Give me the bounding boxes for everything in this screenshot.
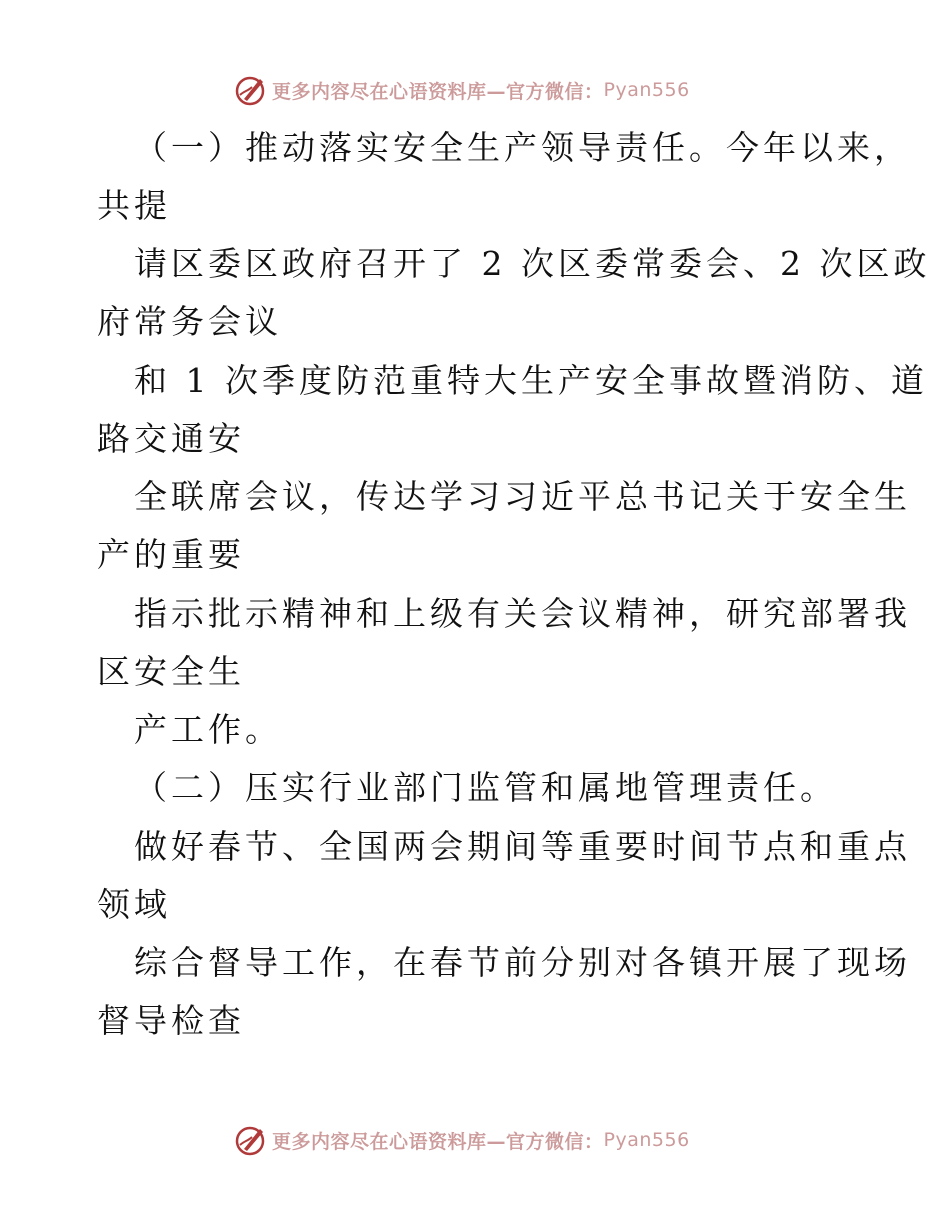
text-line: 区安全生 [97,652,245,691]
watermark-text: 更多内容尽在心语资料库—官方微信： [272,80,604,103]
watermark-id: Pyan556 [603,1129,690,1151]
text-line: 做好春节、全国两会期间等重要时间节点和重点 [134,827,911,866]
text-line: 请区委区政府召开了 2 次区委常委会、2 次区政 [134,244,931,283]
text-line: 产工作。 [134,710,282,749]
text-line: 综合督导工作，在春节前分别对各镇开展了现场 [134,943,911,982]
text-line: 共提 [97,186,171,225]
watermark-text: 更多内容尽在心语资料库—官方微信： [272,1130,604,1153]
text-line: （一）推动落实安全生产领导责任。今年以来， [134,128,911,167]
text-line: 指示批示精神和上级有关会议精神，研究部署我 [134,594,911,633]
quill-logo-icon [234,1123,268,1157]
text-line: 府常务会议 [97,302,282,341]
footer-watermark [234,1122,690,1158]
text-line: 路交通安 [97,419,245,458]
quill-logo-icon [234,73,268,107]
text-line: 和 1 次季度防范重特大生产安全事故暨消防、道 [134,361,928,400]
text-line: 全联席会议，传达学习习近平总书记关于安全生 [134,477,911,516]
text-line: 督导检查 [97,1001,245,1040]
header-watermark [234,72,690,108]
watermark-id: Pyan556 [603,79,690,101]
text-line: （二）压实行业部门监管和属地管理责任。 [134,768,837,807]
text-line: 产的重要 [97,535,245,574]
text-line: 领域 [97,885,171,924]
